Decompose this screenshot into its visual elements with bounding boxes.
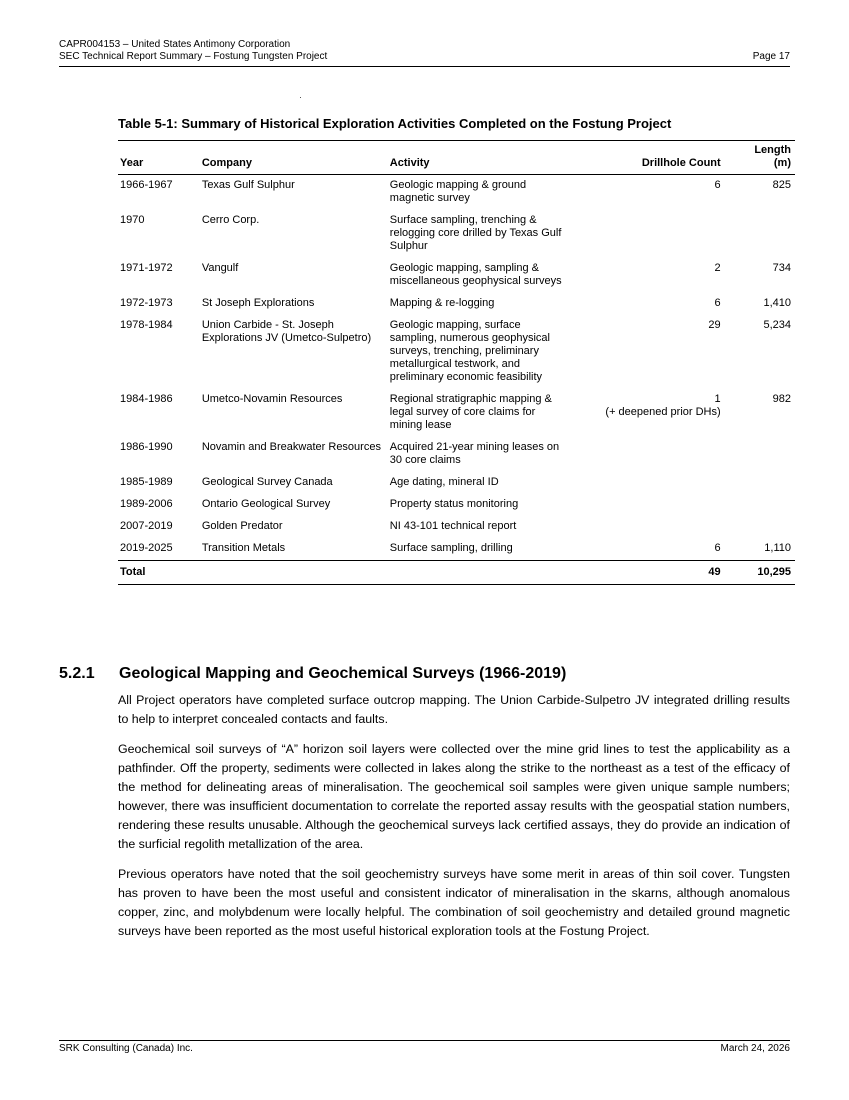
table-row <box>118 315 795 389</box>
table-total-row <box>118 561 795 585</box>
page-footer <box>59 1043 790 1054</box>
cell-length: 982 <box>772 393 791 405</box>
cell-company: Union Carbide - St. Joseph Explorations JV (Umetco-Sulpetro) <box>201 319 372 344</box>
cell-company: Cerro Corp. <box>201 214 260 226</box>
table-row <box>118 389 795 437</box>
section-number: 5.2.1 <box>59 665 95 682</box>
cell-activity: Property status monitoring <box>389 498 519 510</box>
cell-drillhole-count <box>571 516 725 538</box>
cell-length: 825 <box>772 179 791 191</box>
cell-year: 1966-1967 <box>120 179 173 191</box>
table-header-row <box>118 141 795 175</box>
drillhole-count-value: 29 <box>708 319 721 331</box>
cell-drillhole-count <box>571 315 725 389</box>
section-heading <box>59 665 566 683</box>
total-label: Total <box>118 561 200 585</box>
paragraph: Geochemical soil surveys of “A” horizon soil layers were collected over the mine grid lines to test the applicability as a pathfinder. Off the property, sediments were collected in lakes along the strike to the northeast as a test of the efficacy of the method for delineating areas of mineralisation. The geochemical soil samples were given unique sample numbers; however, there was insufficient documentation to correlate the reported assay results with the geospatial station numbers, rendering these results unusable. Although the geochemical surveys lack certified assays, they do provide an indication of the surficial regolith metallization of the area. <box>118 742 790 851</box>
section-title: Geological Mapping and Geochemical Surveys (1966-2019) <box>119 665 567 682</box>
page-header <box>59 39 790 63</box>
cell-length <box>725 494 795 516</box>
paragraph: All Project operators have completed surface outcrop mapping. The Union Carbide-Sulpetro JV integrated drilling results to help to interpret concealed contacts and faults. <box>118 693 790 726</box>
cell-company: Transition Metals <box>200 538 388 561</box>
cell-year: 1971-1972 <box>120 262 173 274</box>
col-header-length: Length (m) <box>725 141 795 175</box>
cell-drillhole-count <box>571 437 725 472</box>
cell-drillhole-count <box>571 472 725 494</box>
cell-year: 2007-2019 <box>120 520 173 532</box>
header-report-id: CAPR004153 – United States Antimony Corporation <box>59 39 291 50</box>
cell-drillhole-count <box>571 494 725 516</box>
total-length: 10,295 <box>725 561 795 585</box>
section-body <box>118 691 790 952</box>
cell-length: 1,410 <box>763 297 791 309</box>
footer-date: March 24, 2026 <box>720 1043 790 1054</box>
col-header-year: Year <box>118 141 200 175</box>
col-header-activity: Activity <box>388 141 571 175</box>
table-row <box>118 472 795 494</box>
drillhole-count-value: 1 <box>714 393 721 405</box>
cell-length: 734 <box>772 262 791 274</box>
cell-drillhole-count <box>571 389 725 437</box>
cell-activity: Acquired 21-year mining leases on 30 core claims <box>389 441 560 466</box>
cell-length <box>725 437 795 472</box>
footer-divider <box>59 1040 790 1041</box>
cell-year: 1972-1973 <box>120 297 173 309</box>
cell-activity: Geologic mapping, surface sampling, numerous geophysical surveys, trenching, preliminary metallurgical testwork, and preliminary economic feasibility <box>389 319 550 383</box>
cell-length <box>725 516 795 538</box>
table-row <box>118 494 795 516</box>
cell-company: Golden Predator <box>201 520 283 532</box>
cell-year: 1978-1984 <box>120 319 173 331</box>
drillhole-count-value: 2 <box>714 262 721 274</box>
cell-activity: Age dating, mineral ID <box>389 476 499 488</box>
cell-company: St Joseph Explorations <box>201 297 315 309</box>
cell-empty <box>388 561 571 585</box>
cell-activity: Surface sampling, trenching & relogging core drilled by Texas Gulf Sulphur <box>389 214 562 252</box>
exploration-history-table <box>118 140 795 585</box>
table-row <box>118 210 795 258</box>
total-drillholes: 49 <box>571 561 725 585</box>
cell-length <box>725 472 795 494</box>
cell-empty <box>200 561 388 585</box>
cell-year: 1989-2006 <box>120 498 173 510</box>
footer-company: SRK Consulting (Canada) Inc. <box>59 1043 193 1054</box>
cell-year: 1970 <box>120 214 145 226</box>
cell-activity: Geologic mapping & ground magnetic survey <box>389 179 527 204</box>
drillhole-count-value: 6 <box>714 179 721 191</box>
drillhole-count-value: 6 <box>714 297 721 309</box>
paragraph: Previous operators have noted that the soil geochemistry surveys have some merit in areas of thin soil cover. Tungsten has proven to have been the most useful and consistent indicator of mineralisation in the skarns, although anomalous copper, zinc, and molybdenum were locally helpful. The combination of soil geochemistry and detailed ground magnetic surveys have been reported as the most useful historical exploration tools at the Fostung Project. <box>118 867 790 938</box>
cell-length: 5,234 <box>763 319 791 331</box>
header-divider <box>59 66 790 67</box>
drillhole-count-value: 6 <box>714 542 721 554</box>
cell-company: Vangulf <box>201 262 239 274</box>
cell-year: 1985-1989 <box>120 476 173 488</box>
cell-length <box>725 210 795 258</box>
cell-drillhole-count <box>571 538 725 561</box>
cell-drillhole-count <box>571 258 725 293</box>
col-header-drillhole-count: Drillhole Count <box>571 141 725 175</box>
table-row <box>118 516 795 538</box>
cell-company: Ontario Geological Survey <box>201 498 331 510</box>
table-row <box>118 293 795 315</box>
cell-drillhole-count <box>571 175 725 211</box>
cell-drillhole-count <box>571 293 725 315</box>
cell-company: Umetco-Novamin Resources <box>201 393 343 405</box>
cell-activity: Mapping & re-logging <box>389 297 495 309</box>
cell-activity: Regional stratigraphic mapping & legal survey of core claims for mining lease <box>389 393 552 431</box>
cell-company: Texas Gulf Sulphur <box>201 179 295 191</box>
col-header-company: Company <box>200 141 388 175</box>
table-row <box>118 258 795 293</box>
stray-dot <box>300 97 301 98</box>
header-report-title: SEC Technical Report Summary – Fostung Tungsten Project <box>59 51 328 62</box>
cell-year: 2019-2025 <box>118 538 200 561</box>
cell-activity: Geologic mapping, sampling & miscellaneous geophysical surveys <box>389 262 562 287</box>
table-body <box>118 175 795 585</box>
drillhole-note: (+ deepened prior DHs) <box>605 406 721 418</box>
cell-drillhole-count <box>571 210 725 258</box>
table-row <box>118 437 795 472</box>
header-page-number: Page 17 <box>752 51 790 62</box>
cell-company: Geological Survey Canada <box>201 476 333 488</box>
cell-activity: NI 43-101 technical report <box>389 520 517 532</box>
table-row <box>118 175 795 211</box>
cell-year: 1986-1990 <box>120 441 173 453</box>
table-row <box>118 538 795 561</box>
cell-length: 1,110 <box>725 538 795 561</box>
table-caption: Table 5-1: Summary of Historical Exploration Activities Completed on the Fostung Project <box>118 116 672 131</box>
cell-year: 1984-1986 <box>120 393 173 405</box>
cell-activity: Surface sampling, drilling <box>388 538 571 561</box>
cell-company: Novamin and Breakwater Resources <box>201 441 381 453</box>
